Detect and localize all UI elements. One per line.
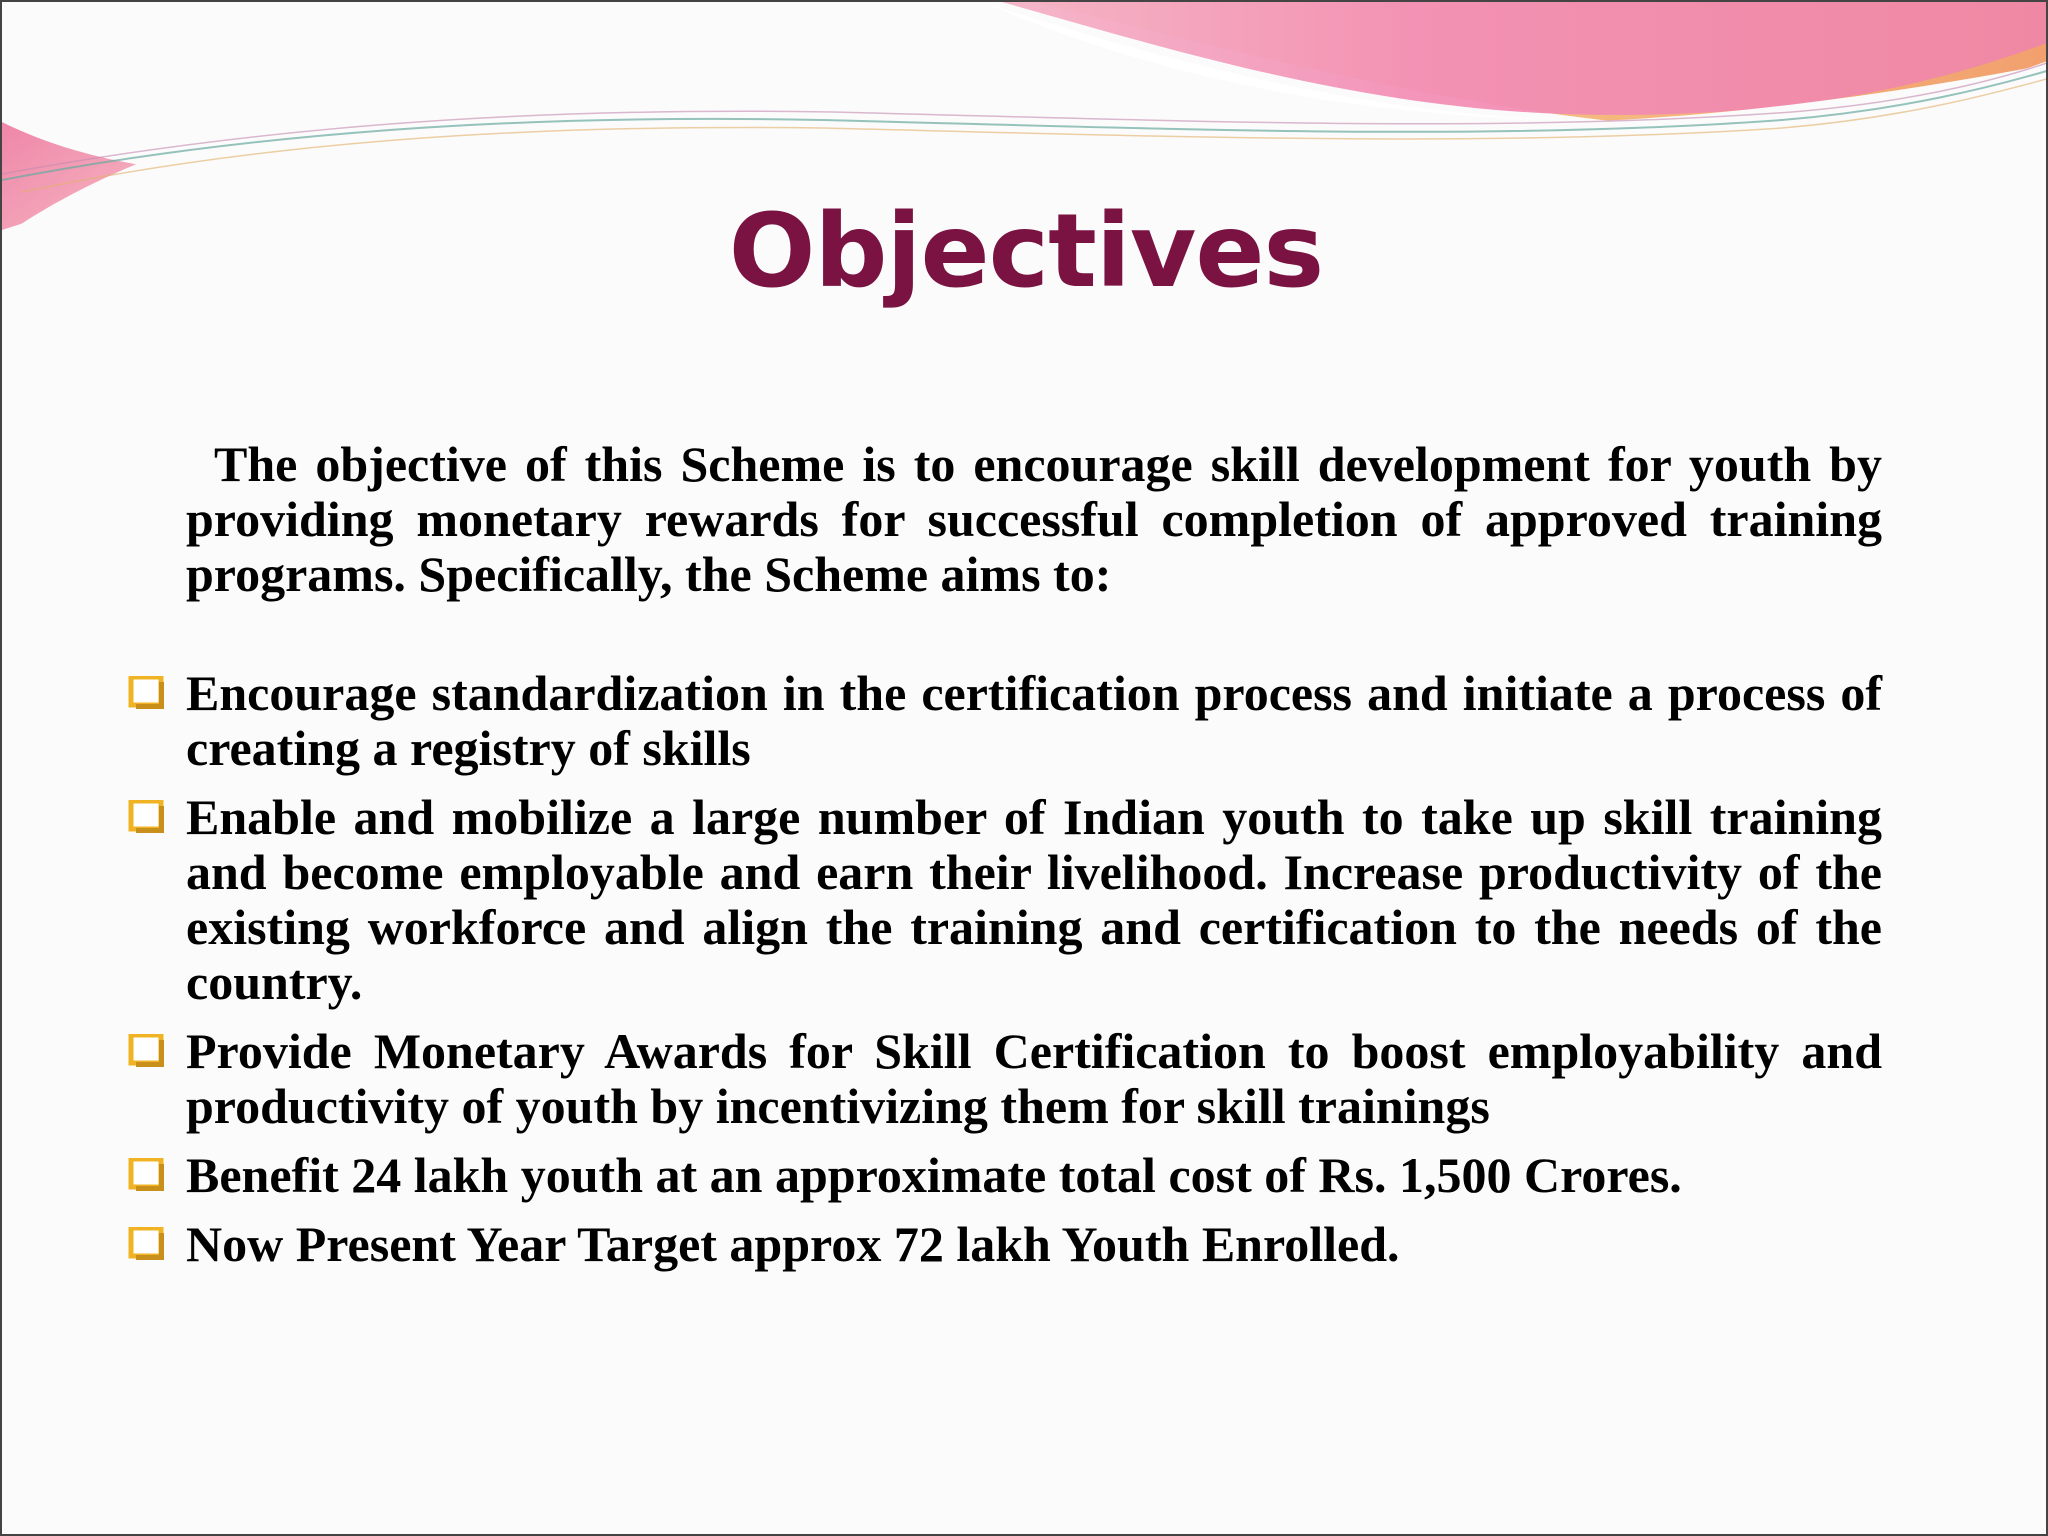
square-checkbox-icon xyxy=(128,800,164,834)
square-checkbox-icon xyxy=(128,1034,164,1068)
list-item-text: Encourage standardization in the certification process and initiate a process of creating a registry of skills xyxy=(186,665,1882,776)
slide-content xyxy=(2,437,2048,1286)
list-item-text: Enable and mobilize a large number of Indian youth to take up skill training and become employable and earn their livelihood. Increase productivity of the existing workforce and align the training and certification to the needs of the country. xyxy=(186,789,1882,1010)
list-item xyxy=(186,1148,1882,1203)
slide-title: Objectives xyxy=(728,192,1324,311)
list-item xyxy=(186,1217,1882,1272)
intro-paragraph: The objective of this Scheme is to encourage skill development for youth by providing monetary rewards for successful completion of approved training programs. Specifically, the Scheme aims to: xyxy=(186,436,1882,602)
square-checkbox-icon xyxy=(128,676,164,710)
list-item-text: Now Present Year Target approx 72 lakh Youth Enrolled. xyxy=(186,1216,1400,1272)
list-item-text: Provide Monetary Awards for Skill Certification to boost employability and productivity of youth by incentivizing them for skill trainings xyxy=(186,1023,1882,1134)
square-checkbox-icon xyxy=(128,1227,164,1261)
list-item xyxy=(186,1024,1882,1134)
list-item xyxy=(186,790,1882,1010)
objectives-list xyxy=(2,666,2048,1272)
list-item-text: Benefit 24 lakh youth at an approximate total cost of Rs. 1,500 Crores. xyxy=(186,1147,1682,1203)
list-item xyxy=(186,666,1882,776)
square-checkbox-icon xyxy=(128,1158,164,1192)
